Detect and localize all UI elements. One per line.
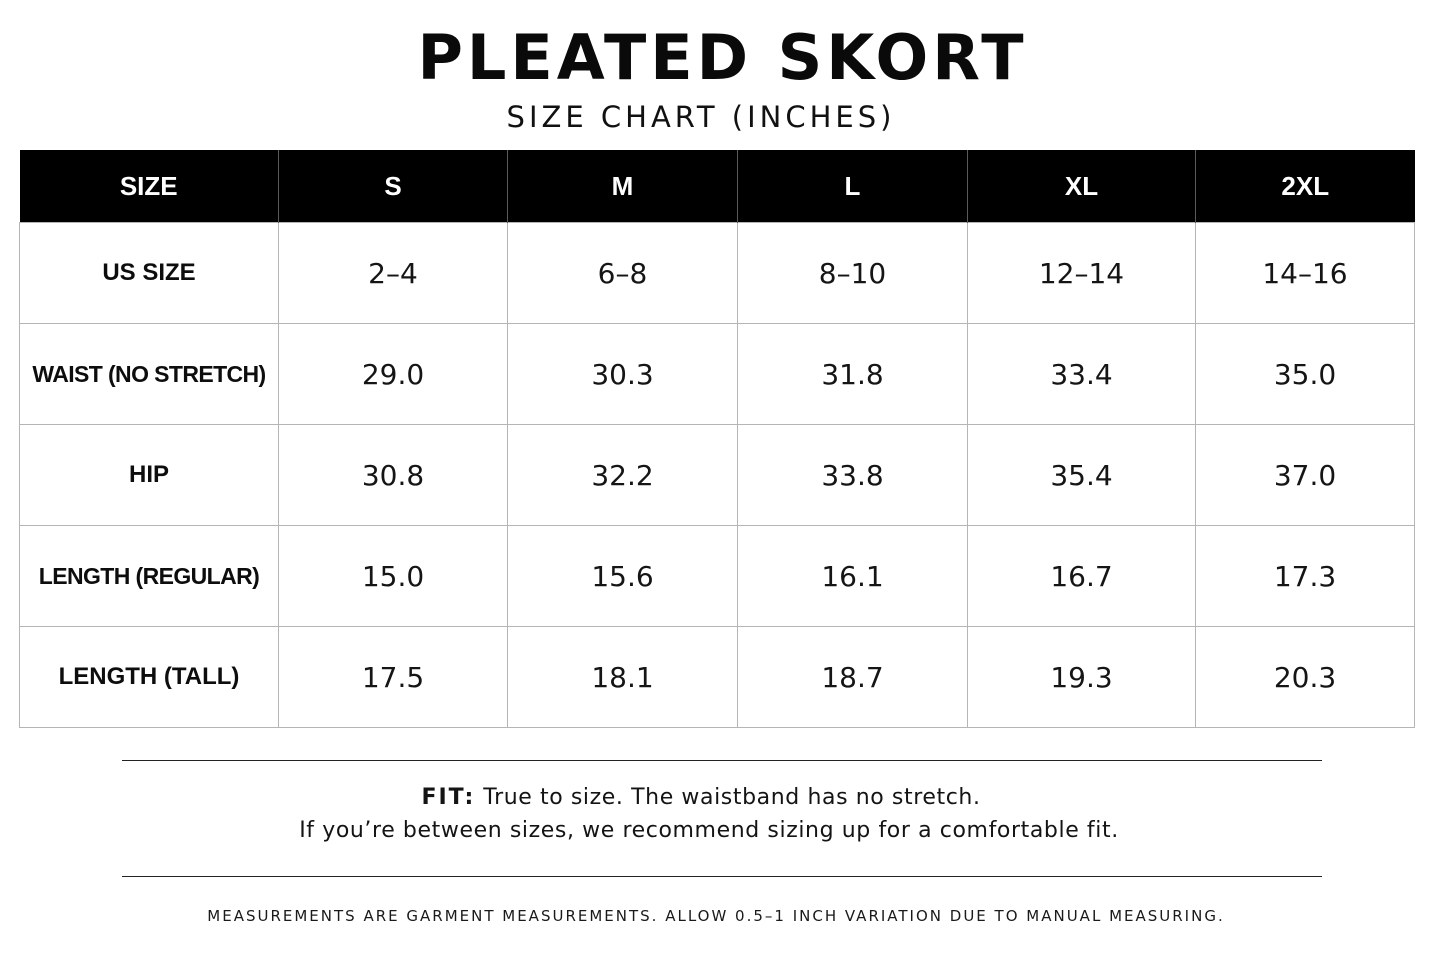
table-row	[20, 223, 1415, 324]
table-cell: 15.6	[508, 526, 738, 627]
table-cell: 2–4	[279, 223, 508, 324]
row-label-length-regular: LENGTH (REGULAR)	[20, 526, 279, 627]
table-cell: 33.4	[968, 324, 1196, 425]
row-label-waist: WAIST (NO STRETCH)	[20, 324, 279, 425]
fit-note-line1	[0, 781, 1402, 815]
measurement-footnote: MEASUREMENTS ARE GARMENT MEASUREMENTS. ALLOW 0.5–1 INCH VARIATION DUE TO MANUAL MEASURING.	[207, 907, 1225, 925]
table-cell: 18.7	[738, 627, 968, 728]
table-cell: 20.3	[1196, 627, 1415, 728]
table-row	[20, 627, 1415, 728]
table-cell: 18.1	[508, 627, 738, 728]
page-subtitle: SIZE CHART (INCHES)	[506, 100, 896, 134]
table-cell: 30.8	[279, 425, 508, 526]
divider-top	[122, 760, 1322, 761]
fit-text: True to size. The waistband has no stretch.	[483, 785, 981, 810]
table-cell: 35.4	[968, 425, 1196, 526]
table-cell: 14–16	[1196, 223, 1415, 324]
row-label-length-tall: LENGTH (TALL)	[20, 627, 279, 728]
table-cell: 16.7	[968, 526, 1196, 627]
size-chart-table	[19, 150, 1415, 728]
fit-label: FIT:	[421, 785, 476, 810]
table-cell: 16.1	[738, 526, 968, 627]
header-s: S	[279, 150, 508, 223]
table-cell: 6–8	[508, 223, 738, 324]
header-m: M	[508, 150, 738, 223]
divider-bottom	[122, 876, 1322, 877]
header-l: L	[738, 150, 968, 223]
table-cell: 31.8	[738, 324, 968, 425]
header-size: SIZE	[20, 150, 279, 223]
table-cell: 17.3	[1196, 526, 1415, 627]
table-cell: 8–10	[738, 223, 968, 324]
table-row	[20, 425, 1415, 526]
header-2xl: 2XL	[1196, 150, 1415, 223]
table-row	[20, 526, 1415, 627]
fit-note-line2: If you’re between sizes, we recommend sizing up for a comfortable fit.	[299, 818, 1119, 843]
table-row	[20, 324, 1415, 425]
table-header-row	[20, 150, 1415, 223]
row-label-hip: HIP	[20, 425, 279, 526]
table-cell: 12–14	[968, 223, 1196, 324]
row-label-us-size: US SIZE	[20, 223, 279, 324]
table-cell: 30.3	[508, 324, 738, 425]
table-cell: 33.8	[738, 425, 968, 526]
table-cell: 32.2	[508, 425, 738, 526]
table-cell: 17.5	[279, 627, 508, 728]
table-cell: 37.0	[1196, 425, 1415, 526]
table-cell: 29.0	[279, 324, 508, 425]
table-cell: 19.3	[968, 627, 1196, 728]
page-title: PLEATED SKORT	[417, 21, 1028, 94]
table-cell: 35.0	[1196, 324, 1415, 425]
table-cell: 15.0	[279, 526, 508, 627]
header-xl: XL	[968, 150, 1196, 223]
